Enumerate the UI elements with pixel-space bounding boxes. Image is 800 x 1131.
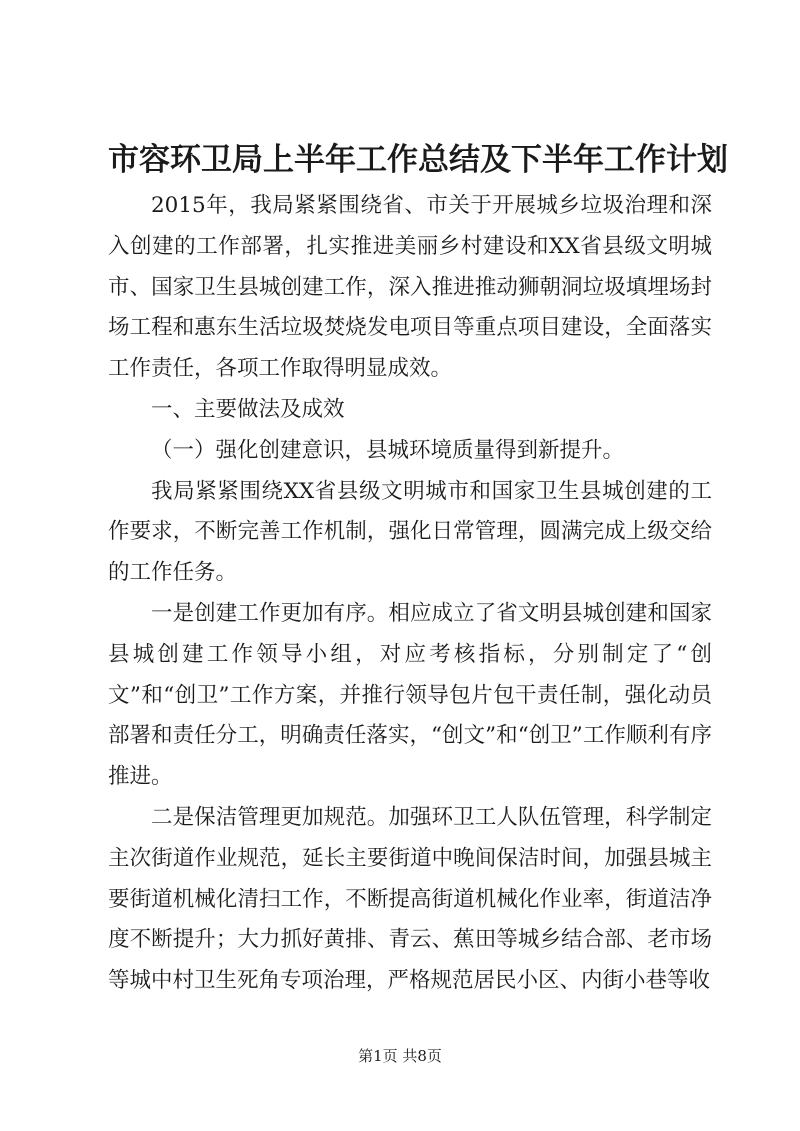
document-title: 市容环卫局上半年工作总结及下半年工作计划 — [108, 142, 728, 178]
paragraph-overview: 我局紧紧围绕XX省县级文明城市和国家卫生县城创建的工作要求，不断完善工作机制，强化日常管理，圆满完成上级交给的工作任务。 — [108, 478, 712, 586]
page-footer: 第1页 共8页 — [358, 1047, 442, 1065]
paragraph-intro: 2015年，我局紧紧围绕省、市关于开展城乡垃圾治理和深入创建的工作部署，扎实推进美丽乡村建设和XX省县级文明城市、国家卫生县城创建工作，深入推进推动狮朝洞垃圾填埋场封场工程和惠东生活垃圾焚烧发电项目等重点项目建设，全面落实工作责任，各项工作取得明显成效。 — [108, 193, 712, 382]
document-body — [108, 186, 712, 1002]
paragraph-point-one: 一是创建工作更加有序。相应成立了省文明县城创建和国家县城创建工作领导小组，对应考核指标，分别制定了“创文”和“创卫”工作方案，并推行领导包片包干责任制，强化动员部署和责任分工，明确责任落实，“创文”和“创卫”工作顺利有序推进。 — [108, 600, 712, 790]
section-heading: 一、主要做法及成效 — [151, 396, 345, 422]
paragraph-point-two: 二是保洁管理更加规范。加强环卫工人队伍管理，科学制定主次街道作业规范，延长主要街道中晚间保洁时间，加强县城主要街道机械化清扫工作，不断提高街道机械化作业率，街道洁净度不断提升；大力抓好黄排、青云、蕉田等城乡结合部、老市场等城中村卫生死角专项治理，严格规范居民小区、内街小巷等收 — [108, 804, 712, 994]
subsection-heading: （一）强化创建意识，县城环境质量得到新提升。 — [151, 437, 625, 463]
